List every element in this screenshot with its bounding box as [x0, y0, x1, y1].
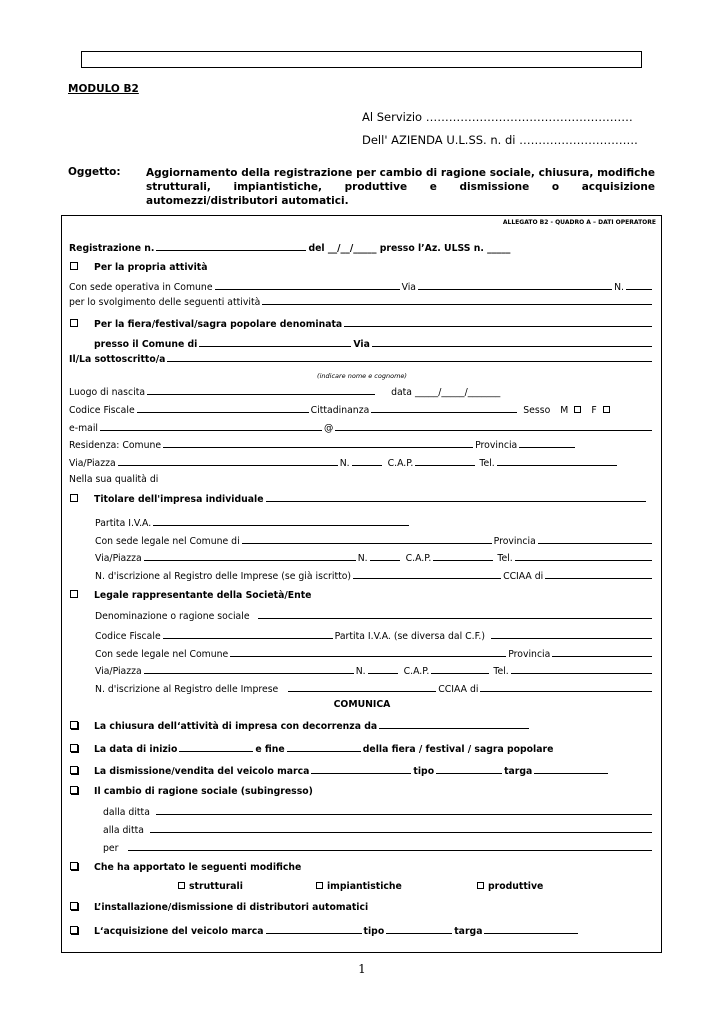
codice-fiscale-label: Codice Fiscale	[69, 405, 135, 416]
registrazione-presso: presso l’Az. ULSS n. _____	[379, 243, 511, 254]
provincia-label: Provincia	[493, 536, 536, 547]
tel-label: Tel.	[479, 458, 495, 469]
n-field[interactable]	[368, 664, 398, 674]
acquisizione-row	[70, 924, 580, 937]
registrazione-number-field[interactable]	[156, 241, 306, 251]
cittadinanza-field[interactable]	[371, 403, 517, 413]
titolare-via-row	[95, 551, 654, 564]
iscrizione-label: N. d'iscrizione al Registro delle Imprese (se già iscritto)	[95, 571, 352, 582]
iscrizione-field[interactable]	[288, 682, 436, 692]
strutturali-option	[172, 881, 243, 892]
cambio-checkbox[interactable]	[70, 786, 78, 794]
cciaa-field[interactable]	[480, 691, 652, 692]
tipo-label: tipo	[413, 766, 435, 777]
email-at: @	[324, 423, 334, 434]
sesso-f-checkbox[interactable]	[603, 406, 610, 413]
residenza-label: Residenza: Comune	[69, 440, 162, 451]
provincia-field[interactable]	[519, 438, 575, 448]
legale-checkbox[interactable]	[70, 590, 78, 598]
nome-cognome-note: (indicare nome e cognome)	[317, 372, 407, 380]
cambio-row	[70, 786, 313, 797]
fiera-date-checkbox[interactable]	[70, 744, 78, 752]
chiusura-row	[70, 719, 531, 732]
sede-legale-label: Con sede legale nel Comune	[95, 649, 229, 660]
azienda-ulss: Dell' AZIENDA U.L.SS. n. di ………………………….	[362, 133, 638, 147]
partita-iva-field[interactable]	[153, 516, 409, 526]
cambio-label: Il cambio di ragione sociale (subingresso)	[94, 786, 313, 797]
email-domain-field[interactable]	[335, 430, 652, 431]
cap-field[interactable]	[433, 551, 493, 561]
distributori-checkbox[interactable]	[70, 902, 78, 910]
data-fine-field[interactable]	[287, 742, 361, 752]
provincia-field[interactable]	[552, 656, 652, 657]
produttive-label: produttive	[488, 881, 544, 892]
data-inizio-label: La data di inizio	[94, 744, 178, 755]
alla-ditta-label: alla ditta	[103, 825, 144, 836]
n-label: N.	[339, 458, 350, 469]
titolare-sede-row	[95, 534, 654, 547]
svolgimento-row	[69, 297, 654, 308]
provincia-label: Provincia	[508, 649, 551, 660]
n-label: N.	[357, 553, 368, 564]
modifiche-checkbox[interactable]	[70, 862, 78, 870]
via-piazza-label: Via/Piazza	[95, 553, 142, 564]
qualita-label: Nella sua qualità di	[69, 474, 159, 485]
cap-label: C.A.P.	[403, 666, 430, 677]
page-number: 1	[358, 962, 366, 976]
legale-iscrizione-row	[95, 682, 654, 695]
fiera-date-row	[70, 742, 553, 755]
provincia-field[interactable]	[538, 543, 652, 544]
fiera-via-field[interactable]	[372, 346, 652, 347]
provincia-label: Provincia	[475, 440, 518, 451]
partita-iva-label: Partita I.V.A.	[95, 518, 152, 529]
cap-field[interactable]	[431, 664, 489, 674]
sesso-m-checkbox[interactable]	[574, 406, 581, 413]
titolare-iscrizione-row	[95, 569, 654, 582]
email-label: e-mail	[69, 423, 98, 434]
sottoscritto-row	[69, 354, 654, 365]
dalla-ditta-label: dalla ditta	[103, 807, 150, 818]
luogo-nascita-label: Luogo di nascita	[69, 387, 146, 398]
via-piazza-field[interactable]	[118, 456, 338, 466]
residenza-row	[69, 438, 577, 451]
cap-label: C.A.P.	[387, 458, 414, 469]
dalla-ditta-field[interactable]	[156, 814, 652, 815]
distributori-row	[70, 902, 368, 913]
produttive-option	[471, 881, 543, 892]
n-label: N.	[355, 666, 366, 677]
tipo-field[interactable]	[436, 764, 502, 774]
propria-label: Per la propria attività	[94, 262, 208, 273]
oggetto-text: Aggiornamento della registrazione per cambio di ragione sociale, chiusura, modifiche strutturali, impiantistiche, produttive e dismissione o acquisizione automezzi/distributori automatici.	[146, 167, 655, 207]
tipo-label: tipo	[363, 926, 385, 937]
sede-operativa-label: Con sede operativa in Comune	[69, 282, 213, 293]
targa-label: targa	[504, 766, 533, 777]
fiera-label: Per la fiera/festival/sagra popolare denominata	[94, 319, 343, 330]
partita-iva-field[interactable]	[491, 638, 652, 639]
iscrizione-label: N. d'iscrizione al Registro delle Imprese	[95, 684, 279, 695]
n-field[interactable]	[370, 551, 400, 561]
via-piazza-field[interactable]	[144, 551, 356, 561]
cciaa-label: CCIAA di	[503, 571, 544, 582]
cap-label: C.A.P.	[405, 553, 432, 564]
strutturali-label: strutturali	[189, 881, 243, 892]
propria-row	[70, 262, 208, 273]
codice-fiscale-label: Codice Fiscale	[95, 631, 161, 642]
legale-label: Legale rappresentante della Società/Ente	[94, 590, 312, 601]
codice-fiscale-field[interactable]	[137, 403, 309, 413]
codice-fiscale-row	[69, 403, 614, 416]
data-nascita-label: data _____/_____/_______	[391, 387, 501, 398]
acquisizione-label: L‘acquisizione del veicolo marca	[94, 926, 264, 937]
fiera-comune-label: presso il Comune di	[94, 339, 198, 350]
titolare-field[interactable]	[266, 501, 646, 502]
fiera-row	[70, 319, 654, 330]
legale-sede-row	[95, 647, 654, 660]
targa-label: targa	[454, 926, 483, 937]
strutturali-checkbox[interactable]	[178, 882, 185, 889]
targa-field[interactable]	[484, 924, 578, 934]
sottoscritto-label: Il/La sottoscritto/a	[69, 354, 166, 365]
codice-fiscale-field[interactable]	[163, 629, 333, 639]
registrazione-row	[69, 241, 559, 254]
tel-field[interactable]	[515, 560, 652, 561]
iscrizione-field[interactable]	[353, 569, 501, 579]
fiera-checkbox[interactable]	[70, 319, 78, 327]
oggetto-label: Oggetto:	[68, 166, 121, 178]
via-piazza-label: Via/Piazza	[69, 458, 116, 469]
tel-label: Tel.	[493, 666, 509, 677]
fiera-comune-row	[94, 337, 654, 350]
impiantistiche-label: impiantistiche	[327, 881, 402, 892]
via-piazza-label: Via/Piazza	[95, 666, 142, 677]
legale-via-row	[95, 664, 654, 677]
comunica-title: COMUNICA	[333, 699, 391, 710]
dismissione-label: La dismissione/vendita del veicolo marca	[94, 766, 310, 777]
n-field[interactable]	[352, 456, 382, 466]
sede-operativa-row	[69, 280, 654, 293]
legale-row	[70, 590, 312, 601]
fiera-via-label: Via	[353, 339, 370, 350]
cciaa-field[interactable]	[545, 578, 652, 579]
alla-ditta-field[interactable]	[150, 832, 652, 833]
nascita-row	[69, 385, 549, 398]
dalla-ditta-row	[103, 807, 654, 818]
residenza-via-row	[69, 456, 619, 469]
per-field[interactable]	[128, 850, 652, 851]
dismissione-checkbox[interactable]	[70, 766, 78, 774]
chiusura-label: La chiusura dell‘attività di impresa con decorrenza da	[94, 721, 378, 732]
via-piazza-field[interactable]	[144, 664, 354, 674]
chiusura-date-field[interactable]	[379, 719, 529, 729]
acquisizione-marca-field[interactable]	[266, 924, 362, 934]
propria-checkbox[interactable]	[70, 262, 78, 270]
titolare-row	[70, 494, 648, 505]
sede-operativa-comune-field[interactable]	[215, 280, 400, 290]
al-servizio: Al Servizio ………………………………………………	[362, 110, 633, 124]
cap-field[interactable]	[415, 456, 475, 466]
impiantistiche-checkbox[interactable]	[316, 882, 323, 889]
fiera-sagra-label: della fiera / festival / sagra popolare	[362, 744, 554, 755]
targa-field[interactable]	[534, 764, 608, 774]
via-label: Via	[401, 282, 416, 293]
produttive-checkbox[interactable]	[477, 882, 484, 889]
fiera-field[interactable]	[344, 326, 652, 327]
per-label: per	[103, 843, 119, 854]
tel-label: Tel.	[497, 553, 513, 564]
modifiche-row	[70, 862, 301, 873]
sede-legale-field[interactable]	[242, 534, 492, 544]
svolgimento-field[interactable]	[262, 304, 652, 305]
allegato-label: ALLEGATO B2 - QUADRO A – DATI OPERATORE	[502, 219, 656, 226]
sesso-m-label: M	[560, 405, 569, 416]
titolare-label: Titolare dell'impresa individuale	[94, 494, 264, 505]
acquisizione-checkbox[interactable]	[70, 926, 78, 934]
dismissione-row	[70, 764, 610, 777]
data-inizio-field[interactable]	[179, 742, 253, 752]
legale-denominazione-row	[95, 611, 654, 622]
alla-ditta-row	[103, 825, 654, 836]
data-fine-label: e fine	[255, 744, 285, 755]
modifiche-label: Che ha apportato le seguenti modifiche	[94, 862, 302, 873]
registrazione-label: Registrazione n.	[69, 243, 155, 254]
denominazione-label: Denominazione o ragione sociale	[95, 611, 250, 622]
partita-iva-label: Partita I.V.A. (se diversa dal C.F.)	[334, 631, 486, 642]
distributori-label: L’installazione/dismissione di distributori automatici	[94, 902, 369, 913]
chiusura-checkbox[interactable]	[70, 721, 78, 729]
impiantistiche-option	[310, 881, 402, 892]
n-label: N.	[614, 282, 624, 293]
titolare-iva-row	[95, 516, 411, 529]
titolare-checkbox[interactable]	[70, 494, 78, 502]
qualita-row	[69, 474, 158, 485]
tipo-field[interactable]	[386, 924, 452, 934]
header-box	[81, 51, 642, 68]
cciaa-label: CCIAA di	[438, 684, 479, 695]
residenza-comune-field[interactable]	[163, 438, 473, 448]
cittadinanza-label: Cittadinanza	[310, 405, 370, 416]
svolgimento-label: per lo svolgimento delle seguenti attività	[69, 297, 261, 308]
sottoscritto-field[interactable]	[167, 361, 652, 362]
email-row	[69, 421, 654, 434]
luogo-nascita-field[interactable]	[147, 385, 375, 395]
legale-cf-row	[95, 629, 654, 642]
fiera-comune-field[interactable]	[199, 337, 351, 347]
sesso-f-label: F	[591, 405, 597, 416]
sede-legale-field[interactable]	[230, 647, 506, 657]
email-user-field[interactable]	[100, 421, 322, 431]
per-row	[103, 843, 654, 854]
n-field[interactable]	[626, 280, 652, 290]
sesso-label: Sesso	[523, 405, 551, 416]
sede-legale-label: Con sede legale nel Comune di	[95, 536, 240, 547]
tel-field[interactable]	[511, 673, 652, 674]
denominazione-field[interactable]	[258, 618, 652, 619]
via-field[interactable]	[418, 289, 612, 290]
tel-field[interactable]	[497, 456, 617, 466]
modulo-title: MODULO B2	[68, 83, 139, 95]
registrazione-del: del __/__/_____	[308, 243, 377, 254]
dismissione-marca-field[interactable]	[311, 764, 411, 774]
